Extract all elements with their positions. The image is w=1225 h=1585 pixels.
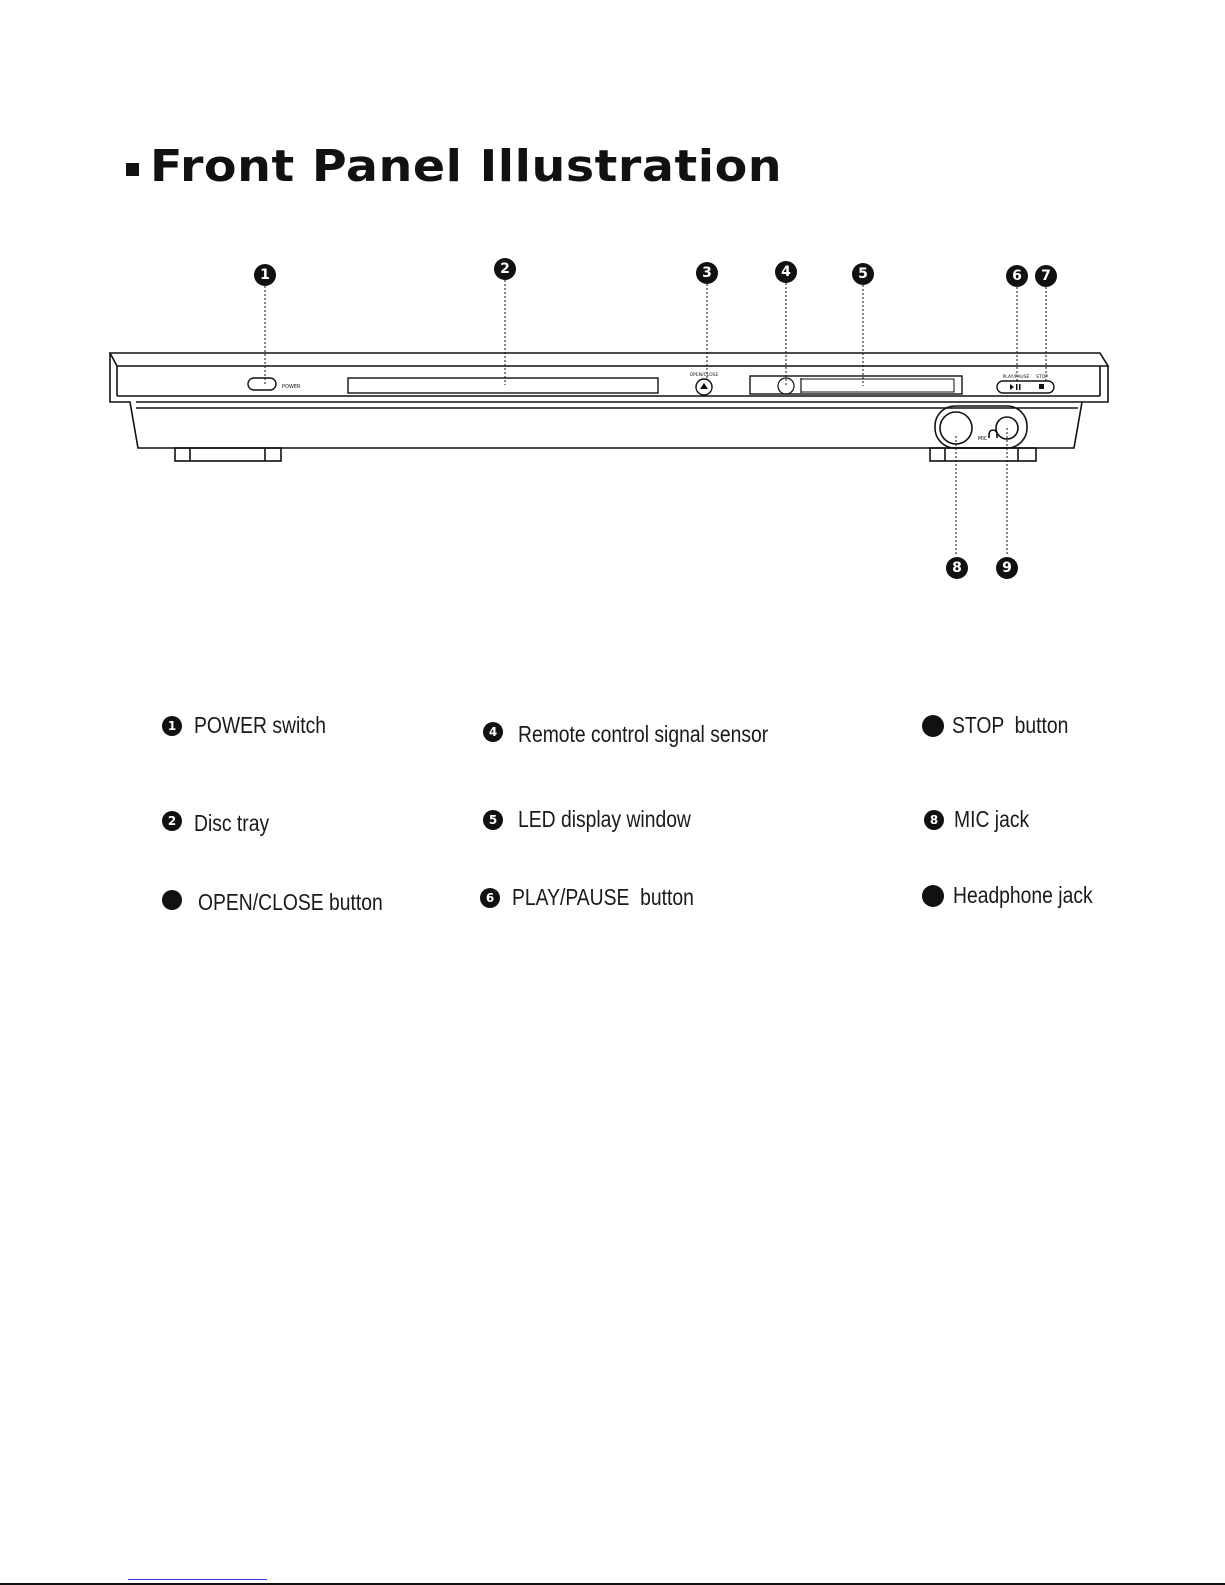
mic-jack[interactable] (940, 412, 972, 444)
callout-5: 5 (852, 263, 874, 285)
legend-marker: 4 (483, 722, 503, 742)
callout-1: 1 (254, 264, 276, 286)
eject-icon (700, 383, 708, 389)
legend-item-play-pause (480, 884, 729, 911)
front-panel-diagram (0, 0, 1225, 600)
disc-tray[interactable] (348, 378, 658, 393)
legend-label: PLAY/PAUSE button (512, 884, 694, 910)
legend-marker: 5 (483, 810, 503, 830)
callout-3: 3 (696, 262, 718, 284)
callout-9: 9 (996, 557, 1018, 579)
legend-label: LED display window (518, 806, 691, 832)
legend-marker: 6 (480, 888, 500, 908)
power-label: POWER (282, 384, 301, 390)
legend-marker (922, 715, 944, 737)
stop-icon (1039, 384, 1044, 389)
chassis-front (110, 353, 1108, 448)
legend-item-disc-tray (162, 804, 283, 837)
callout-4: 4 (775, 261, 797, 283)
play-stop-buttons[interactable] (997, 381, 1054, 393)
legend-label: Remote control signal sensor (518, 721, 769, 747)
callout-2: 2 (494, 258, 516, 280)
power-switch[interactable] (248, 378, 276, 390)
legend-label: Disc tray (194, 810, 270, 836)
stop-label: STOP (1036, 375, 1048, 380)
legend-item-headphone-jack (922, 882, 1119, 909)
legend-marker: 2 (162, 811, 182, 831)
legend-label: STOP button (952, 712, 1069, 738)
legend-label: MIC jack (954, 806, 1030, 832)
legend-label: Headphone jack (953, 882, 1093, 908)
play-pause-label: PLAY/PAUSE (1002, 375, 1030, 380)
legend-item-mic-jack (924, 806, 1043, 833)
legend-item-remote-sensor (483, 715, 816, 748)
page-title-text: Front Panel Illustration (150, 140, 783, 192)
mic-label: MIC (978, 436, 988, 442)
callout-6: 6 (1006, 265, 1028, 287)
chassis-top (110, 353, 1108, 366)
right-foot (930, 448, 1036, 461)
play-pause-icon (1010, 384, 1021, 390)
legend-marker: 1 (162, 716, 182, 736)
callout-8: 8 (946, 557, 968, 579)
legend-item-open-close (162, 883, 418, 916)
legend-label: POWER switch (194, 712, 327, 738)
callout-7: 7 (1035, 265, 1057, 287)
footer-link-underline (128, 1579, 267, 1580)
legend-item-power-switch (162, 712, 351, 739)
legend-marker (162, 890, 182, 910)
legend-marker (922, 885, 944, 907)
open-close-label: OPEN/CLOSE (689, 373, 719, 378)
legend-marker: 8 (924, 810, 944, 830)
legend-item-led-display (483, 806, 724, 833)
legend-label: OPEN/CLOSE button (198, 889, 383, 915)
legend-item-stop (922, 712, 1091, 739)
